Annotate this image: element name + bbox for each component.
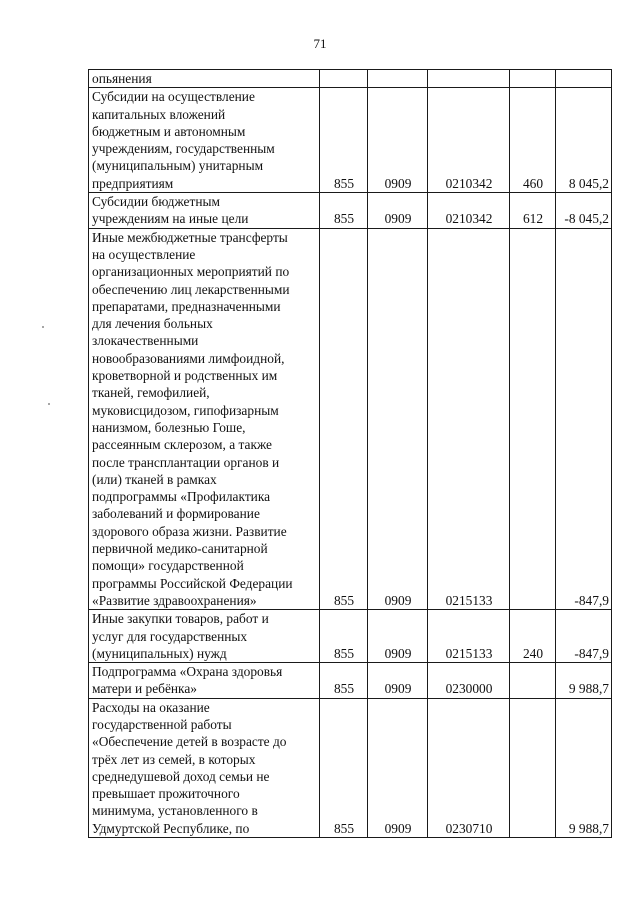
expense-name-line: услуг для государственных xyxy=(92,628,248,644)
section-code-cell xyxy=(368,70,428,88)
expense-name-line: нанизмом, болезнью Гоше, xyxy=(92,419,246,435)
expense-name-line: препаратами, предназначенными xyxy=(92,298,281,314)
expense-name-line: учреждениям на иные цели xyxy=(92,211,249,227)
expense-name-line: среднедушевой доход семьи не xyxy=(92,768,270,784)
expense-name-line: первичной медико-санитарной xyxy=(92,541,268,557)
table-row xyxy=(89,70,612,88)
expense-name-line: бюджетным и автономным xyxy=(92,123,246,139)
expense-name-cell xyxy=(89,663,320,699)
expense-type-cell xyxy=(510,228,556,610)
ministry-code-cell: 855 xyxy=(320,88,368,193)
section-code-cell: 0909 xyxy=(368,228,428,610)
amount-cell: -8 045,2 xyxy=(556,193,612,229)
expense-name-line: организационных мероприятий по xyxy=(92,264,290,280)
expense-name-line: тканей, гемофилией, xyxy=(92,385,210,401)
expense-name-line: обеспечению лиц лекарственными xyxy=(92,281,290,297)
expense-name-line: Субсидии на осуществление xyxy=(92,89,255,105)
expense-type-cell: 460 xyxy=(510,88,556,193)
amount-cell: 9 988,7 xyxy=(556,663,612,699)
expense-name-line: Субсидии бюджетным xyxy=(92,194,220,210)
section-code-cell: 0909 xyxy=(368,610,428,663)
section-code-cell: 0909 xyxy=(368,698,428,837)
expense-name-line: «Обеспечение детей в возрасте до xyxy=(92,734,287,750)
expense-name-line: Иные межбюджетные трансферты xyxy=(92,229,288,245)
ministry-code-cell: 855 xyxy=(320,193,368,229)
target-item-cell: 0210342 xyxy=(428,193,510,229)
page-number: 71 xyxy=(313,36,327,51)
expense-name-line: помощи» государственной xyxy=(92,558,244,574)
table-row xyxy=(89,88,612,193)
expense-name-line: минимума, установленного в xyxy=(92,803,258,819)
expense-name-line: для лечения больных xyxy=(92,316,213,332)
expense-name-cell xyxy=(89,193,320,229)
expense-name-line: Подпрограмма «Охрана здоровья xyxy=(92,664,283,680)
target-item-cell xyxy=(428,70,510,88)
expense-name-line: учреждениям, государственным xyxy=(92,141,275,157)
target-item-cell: 0230000 xyxy=(428,663,510,699)
expense-name-line: здорового образа жизни. Развитие xyxy=(92,523,287,539)
expense-name-line: новообразованиями лимфоидной, xyxy=(92,350,285,366)
target-item-cell: 0215133 xyxy=(428,610,510,663)
expense-name-cell xyxy=(89,610,320,663)
expense-name-line: подпрограммы «Профилактика xyxy=(92,489,271,505)
target-item-cell: 0215133 xyxy=(428,228,510,610)
ministry-code-cell xyxy=(320,70,368,88)
expense-name-line: после трансплантации органов и xyxy=(92,454,280,470)
ministry-code-cell: 855 xyxy=(320,610,368,663)
expense-name-line: матери и ребёнка» xyxy=(92,681,197,697)
expense-type-cell: 240 xyxy=(510,610,556,663)
expense-name-line: на осуществление xyxy=(92,246,196,262)
expense-name-line: предприятиям xyxy=(92,175,174,191)
ministry-code-cell: 855 xyxy=(320,228,368,610)
expense-name-line: государственной работы xyxy=(92,716,232,732)
amount-cell: 8 045,2 xyxy=(556,88,612,193)
expense-type-cell: 612 xyxy=(510,193,556,229)
expense-name-line: кроветворной и родственных им xyxy=(92,368,278,384)
amount-cell: 9 988,7 xyxy=(556,698,612,837)
expense-type-cell xyxy=(510,663,556,699)
expense-name-line: Расходы на оказание xyxy=(92,699,210,715)
table-row xyxy=(89,610,612,663)
target-item-cell: 0230710 xyxy=(428,698,510,837)
section-code-cell: 0909 xyxy=(368,663,428,699)
expense-type-cell xyxy=(510,70,556,88)
expense-name-cell xyxy=(89,88,320,193)
budget-table-body xyxy=(89,70,612,838)
expense-name-line: заболеваний и формирование xyxy=(92,506,260,522)
expense-name-cell xyxy=(89,70,320,88)
amount-cell: -847,9 xyxy=(556,228,612,610)
expense-name-cell xyxy=(89,228,320,610)
expense-name-line: (или) тканей в рамках xyxy=(92,471,217,487)
expense-name-line: опьянения xyxy=(92,71,152,86)
expense-name-line: Иные закупки товаров, работ и xyxy=(92,611,269,627)
table-row xyxy=(89,698,612,837)
expense-name-line: рассеянным склерозом, а также xyxy=(92,437,273,453)
budget-table xyxy=(88,69,612,838)
scan-speck xyxy=(42,326,44,328)
expense-name-line: программы Российской Федерации xyxy=(92,575,293,591)
expense-name-line: злокачественными xyxy=(92,333,199,349)
target-item-cell: 0210342 xyxy=(428,88,510,193)
table-row xyxy=(89,193,612,229)
amount-cell: -847,9 xyxy=(556,610,612,663)
expense-name-line: превышает прожиточного xyxy=(92,786,240,802)
expense-name-line: «Развитие здравоохранения» xyxy=(92,592,257,608)
section-code-cell: 0909 xyxy=(368,193,428,229)
scan-speck xyxy=(48,403,50,405)
expense-name-line: (муниципальным) унитарным xyxy=(92,158,264,174)
expense-name-line: трёх лет из семей, в которых xyxy=(92,751,256,767)
expense-type-cell xyxy=(510,698,556,837)
expense-name-cell xyxy=(89,698,320,837)
expense-name-line: (муниципальных) нужд xyxy=(92,645,227,661)
ministry-code-cell: 855 xyxy=(320,663,368,699)
table-row xyxy=(89,228,612,610)
section-code-cell: 0909 xyxy=(368,88,428,193)
table-row xyxy=(89,663,612,699)
amount-cell xyxy=(556,70,612,88)
expense-name-line: Удмуртской Республике, по xyxy=(92,820,250,836)
expense-name-line: муковисцидозом, гипофизарным xyxy=(92,402,279,418)
ministry-code-cell: 855 xyxy=(320,698,368,837)
expense-name-line: капитальных вложений xyxy=(92,106,226,122)
